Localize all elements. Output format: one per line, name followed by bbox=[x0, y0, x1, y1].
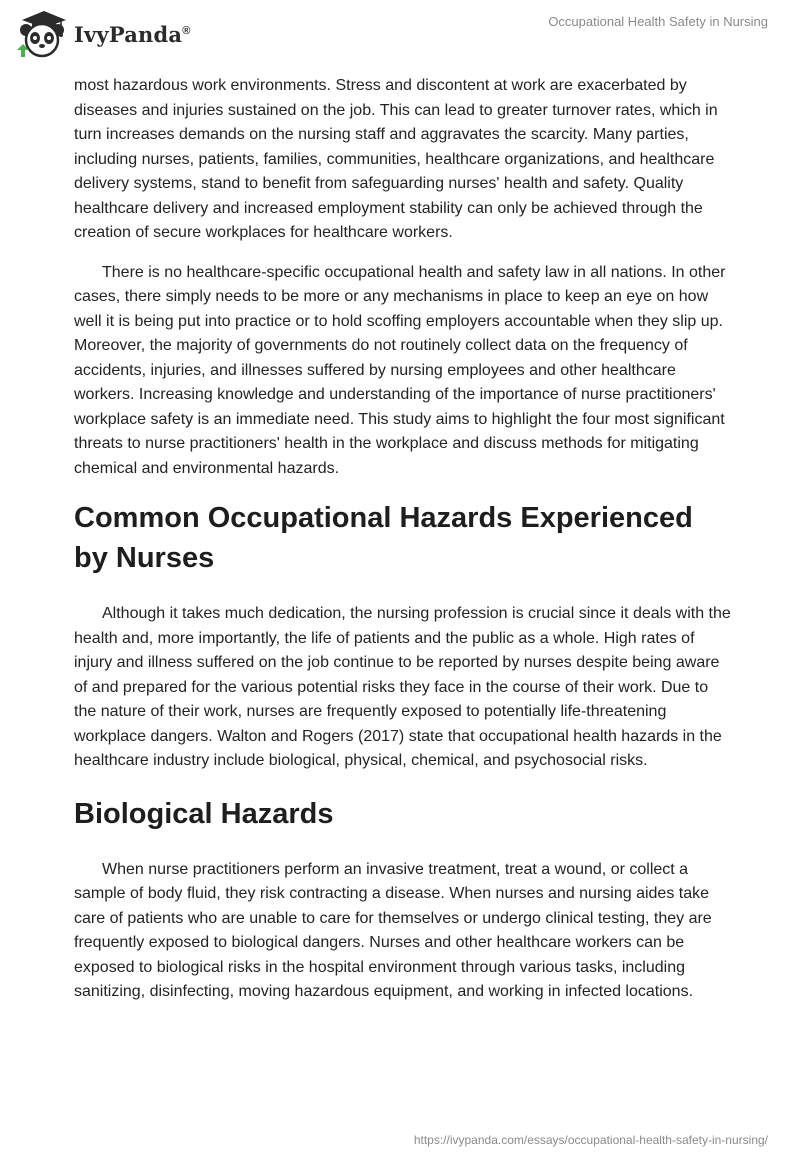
paragraph-4: When nurse practitioners perform an invasive treatment, treat a wound, or collect a sample of body fluid, they risk contracting a disease. When nurses and nursing aides take care of patients who are unable to care for themselves or undergo clinical testing, they are frequently exposed to biological dangers. Nurses and other healthcare workers can be exposed to biological risks in the hospital environment through various tasks, including sanitizing, disinfecting, moving hazardous equipment, and working in infected locations. bbox=[74, 860, 712, 1000]
panda-logo-icon bbox=[14, 8, 70, 60]
article-body bbox=[74, 74, 734, 1020]
paragraph-2: There is no healthcare-specific occupational health and safety law in all nations. In other cases, there simply needs to be more or any mechanisms in place to keep an eye on how well it is being put into practice or to hold scoffing employers accountable when they slip up. Moreover, the majority of governments do not routinely collect data on the frequency of accidents, injuries, and illnesses suffered by nursing employees and other healthcare workers. Increasing knowledge and understanding of the importance of nurse practitioners' workplace safety is an immediate need. This study aims to highlight the four most significant threats to nurse practitioners' health in the workplace and discuss methods for mitigating chemical and environmental hazards. bbox=[74, 263, 726, 477]
footer-url-link[interactable]: https://ivypanda.com/essays/occupational-health-safety-in-nursing/ bbox=[413, 1133, 768, 1147]
logo-name: IvyPanda bbox=[74, 21, 183, 47]
logo-text bbox=[74, 22, 191, 47]
logo-registered-mark: ® bbox=[182, 24, 191, 37]
heading-common-hazards: Common Occupational Hazards Experienced by Nurses bbox=[74, 502, 693, 574]
logo[interactable] bbox=[14, 8, 191, 60]
document-title: Occupational Health Safety in Nursing bbox=[548, 14, 768, 29]
paragraph-1: most hazardous work environments. Stress and discontent at work are exacerbated by diseases and injuries sustained on the job. This can lead to greater turnover rates, which in turn increases demands on the nursing staff and aggravates the scarcity. Many parties, including nurses, patients, families, communities, healthcare organizations, and healthcare delivery systems, stand to benefit from safeguarding nurses' health and safety. Quality healthcare delivery and increased employment stability can only be achieved through the creation of secure workplaces for healthcare workers. bbox=[74, 77, 718, 241]
paragraph-3: Although it takes much dedication, the nursing profession is crucial since it deals with the health and, more importantly, the life of patients and the public as a whole. High rates of injury and illness suffered on the job continue to be reported by nurses despite being aware of and prepared for the various potential risks they face in the course of their work. Due to the nature of their work, nurses are frequently exposed to potentially life-threatening workplace dangers. Walton and Rogers (2017) state that occupational health hazards in the healthcare industry include biological, physical, chemical, and psychosocial risks. bbox=[74, 605, 731, 769]
page-header bbox=[0, 0, 800, 70]
heading-biological-hazards: Biological Hazards bbox=[74, 797, 334, 830]
